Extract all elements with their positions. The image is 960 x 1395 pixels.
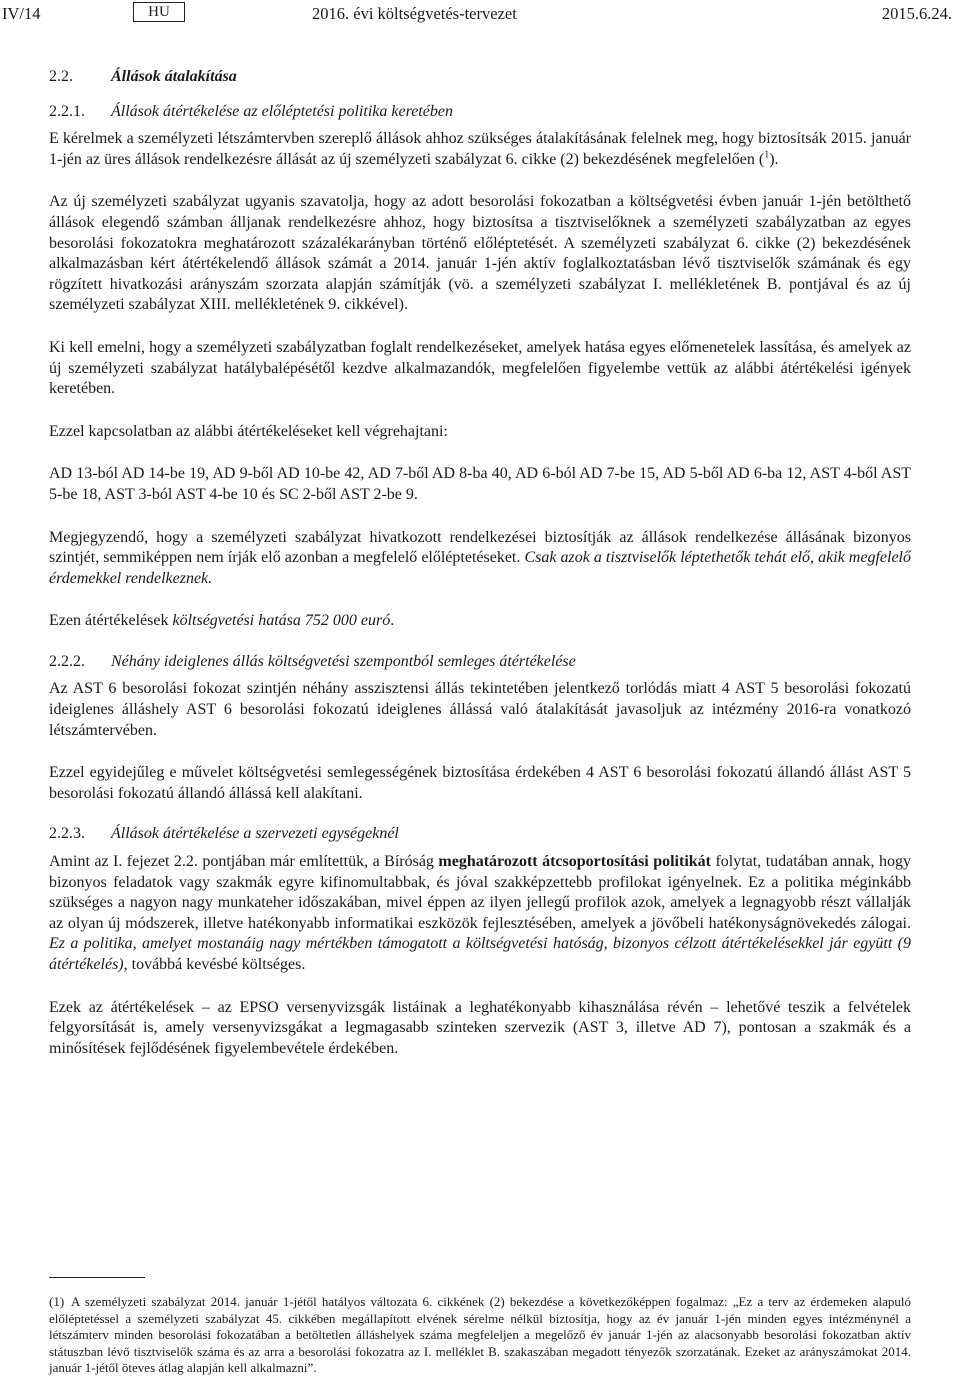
paragraph-5: AD 13-ból AD 14-be 19, AD 9-ből AD 10-be 42, AD 7-ből AD 8-ba 40, AD 6-ból AD 7-be 15, AD 5-ből AD 6-ba 12, AST 4-ből AST 5-be 18, AST 3-ból AST 4-be 10 és SC 2-ből AST 2-be 9. (49, 465, 911, 503)
footnote-text: A személyzeti szabályzat 2014. január 1-jétől hatályos változata 6. cikkének (2) bekezdése a következőképpen fogalmaz: „Ez a terv az érdemeken alapuló előléptetéssel a személyzeti szabályzat 45. cikkében megállapított elvének sérelme nélkül biztosítja, hogy az év január 1-jén minden egyes intézménynél a létszámterv minden besorolási fokozatában a betöltetlen álláshelyek száma megfeleljen a megelőző év január 1-jén az alacsonyabb besorolási fokozatban aktív státuszban lévő tisztviselők száma és az arra a besorolási fokozatra az I. melléklet B. szakaszában megadott tényezők szorzatának. Ezeket az arányszámokat 2014. január 1-jétől öteves átlag alapján kell alkalmazni”. (49, 1294, 911, 1376)
section-heading-2-2-3 (49, 824, 911, 845)
section-number: 2.2.3. (49, 825, 85, 843)
paragraph-10: Amint az I. fejezet 2.2. pontjában már említettük, a Bíróság meghatározott átcsoportosítási politikát folytat, tudatában annak, hogy bizonyos feladatok vagy szakmák egyre kifinomultabbak, és jóval szakképzettebb profilokat igényelnek. Ez a politika méginkább szükséges a nagyon nagy munkateher időszakában, mivel éppen az ilyen jellegű profilok azok, amelyek a legnagyobb részt vállalják az olyan új módszerek, illetve hatékonyabb informatikai eszközök fejlesztésében, amelyek a jövőbeli hatékonyságnövekedés zálogai. Ez a politika, amelyet mostanáig nagy mértékben támogatott a költségvetési hatóság, bizonyos célzott átértékelésekkel jár együtt (9 átértékelés), továbbá kevésbé költséges. (49, 853, 912, 973)
section-number: 2.2.2. (49, 652, 85, 670)
section-heading-2-2 (49, 67, 911, 88)
section-title: Állások átértékelése az előléptetési politika keretében (111, 102, 453, 120)
footnote-mark: (1) (49, 1294, 65, 1309)
section-title: Néhány ideiglenes állás költségvetési szempontból semleges átértékelése (111, 652, 576, 670)
paragraph-11: Ezek az átértékelések – az EPSO versenyvizsgák listáinak a leghatékonyabb kihasználása révén – lehetővé teszik a felvételek felgyorsítását is, amely versenyvizsgákat a legmagasabb szinteken szervezik (AST 3, illetve AD 7), pontosan a szakmák és a minősítések fejlődésének figyelembevétele érdekében. (49, 998, 911, 1057)
document-body (49, 67, 911, 1059)
paragraph-4: Ezzel kapcsolatban az alábbi átértékeléseket kell végrehajtani: (49, 422, 448, 440)
language-badge: HU (133, 2, 185, 22)
paragraph-1: E kérelmek a személyzeti létszámtervben szereplő állások ahhoz szükséges átalakításának felelnek meg, hogy biztosítsák 2015. január 1-jén az üres állások rendelkezésre állását az új személyzeti szabályzat 6. cikke (2) bekezdésének megfelelően ($^1$). (49, 130, 911, 168)
section-number: 2.2.1. (49, 102, 85, 120)
document-title: 2016. évi költségvetés-tervezet (312, 4, 517, 23)
footnote-divider (49, 1277, 145, 1278)
paragraph-9: Ezzel egyidejűleg e művelet költségvetési semlegességének biztosítása érdekében 4 AST 6 besorolási fokozatú állandó állást AST 5 besorolási fokozatú állandó állássá kell alakítani. (49, 764, 911, 802)
paragraph-2: Az új személyzeti szabályzat ugyanis szavatolja, hogy az adott besorolási fokozatban a költségvetési évben január 1-jén betölthető állások elegendő számban álljanak rendelkezésre ahhoz, hogy biztosítsa a tisztviselőknek a személyzeti szabályzatban az egyes besorolási fokozatokra meghatározott százalékarányban történő előléptetését. A személyzeti szabályzat 6. cikke (2) bekezdésének alkalmazásban kért átértékelendő állások számát a 2014. január 1-jén aktív foglalkoztatásban lévő tisztviselők számának és egy rögzített hivatkozási arányszám szorzata alapján számítják (vö. a személyzeti szabályzat I. mellékletének B. pontjával és az új személyzeti szabályzat XIII. mellékletének 9. cikkével). (49, 193, 911, 314)
footnote-reference: 1 (764, 149, 770, 161)
paragraph-6: Megjegyzendő, hogy a személyzeti szabályzat hivatkozott rendelkezései biztosítják az állások rendelkezése állásának bizonyos szintjét, semmiképpen nem írják elő azonban a megfelelő előléptetéseket. Csak azok a tisztviselők léptethetők tehát elő, akik megfelelő érdemekkel rendelkeznek. (49, 528, 911, 587)
section-heading-2-2-2 (49, 652, 911, 673)
footnotes (49, 1294, 911, 1377)
paragraph-7: Ezen átértékelések költségvetési hatása 752 000 euró. (49, 612, 395, 630)
section-heading-2-2-1 (49, 102, 911, 123)
section-title: Állások átalakítása (111, 68, 237, 85)
document-date: 2015.6.24. (881, 4, 952, 23)
page-reference: IV/14 (2, 4, 41, 23)
paragraph-8: Az AST 6 besorolási fokozat szintjén néhány asszisztensi állás tekintetében jelentkező torlódás miatt 4 AST 5 besorolási fokozatú ideiglenes álláshely AST 6 besorolási fokozatú ideiglenes állássá való átalakítását javasoljuk az intézmény 2016-ra vonatkozó létszámtervében. (49, 680, 911, 739)
footnote-1 (49, 1294, 911, 1377)
section-number: 2.2. (49, 68, 73, 85)
paragraph-3: Ki kell emelni, hogy a személyzeti szabályzatban foglalt rendelkezéseket, amelyek hatása egyes előmenetelek lassítása, és amelyek az új személyzeti szabályzat hatálybalépésétől kezdve alkalmazandók, megfelelően figyelembe vettük az alábbi átértékelési igények keretében. (49, 338, 911, 398)
section-title: Állások átértékelése a szervezeti egységeknél (111, 825, 399, 843)
page-header (0, 4, 960, 26)
